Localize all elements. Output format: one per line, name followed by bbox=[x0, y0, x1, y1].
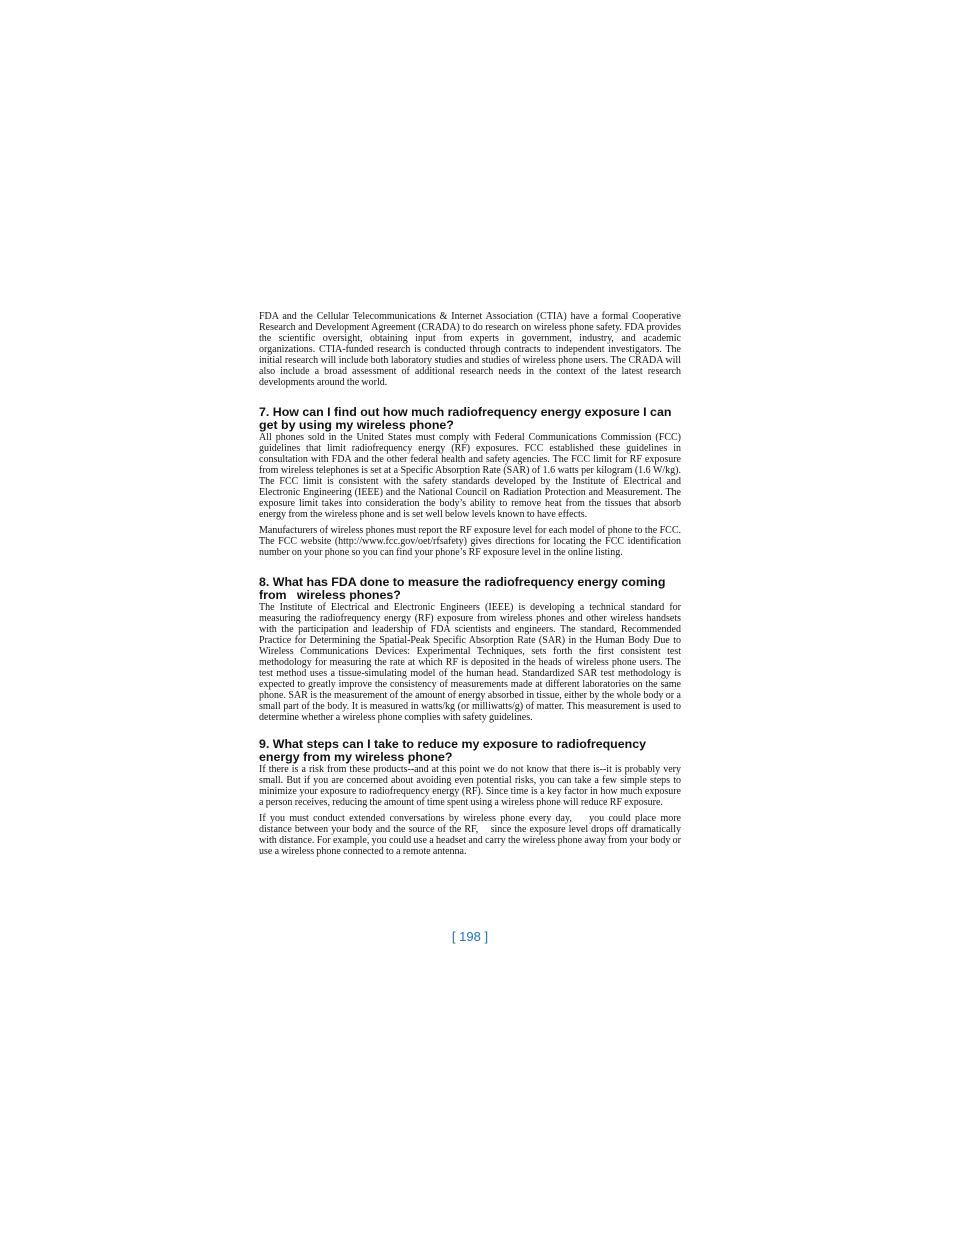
section-9-heading: 9. What steps can I take to reduce my exposure to radiofrequency energy from my wireless phone? bbox=[259, 737, 646, 764]
section-9 bbox=[259, 737, 684, 857]
section-8-paragraph-1: The Institute of Electrical and Electronic Engineers (IEEE) is developing a technical standard for measuring the radiofrequency energy (RF) exposure from wireless phones and other wireless handsets with the participation and leadership of FDA scientists and engineers. The standard, Recommended Practice for Determining the Spatial-Peak Specific Absorption Rate (SAR) in the Human Body Due to Wireless Communications Devices: Experimental Techniques, sets forth the first consistent test methodology for measuring the rate at which RF is deposited in the heads of wireless phone users. The test method uses a tissue-simulating model of the human head. Standardized SAR test methodology is expected to greatly improve the consistency of measurements made at different laboratories on the same phone. SAR is the measurement of the amount of energy absorbed in tissue, either by the whole body or a small part of the body. It is measured in watts/kg (or milliwatts/g) of matter. This measurement is used to determine whether a wireless phone complies with safety guidelines. bbox=[259, 602, 681, 723]
section-9-paragraph-2: If you must conduct extended conversations by wireless phone every day, you could place more distance between your body and the source of the RF, since the exposure level drops off dramatically with distance. For example, you could use a headset and carry the wireless phone away from your body or use a wireless phone connected to a remote antenna. bbox=[259, 813, 684, 857]
section-8 bbox=[259, 576, 681, 723]
section-8-heading: 8. What has FDA done to measure the radiofrequency energy coming from wireless phones? bbox=[259, 575, 669, 602]
section-9-paragraph-1: If there is a risk from these products--and at this point we do not know that there is--it is probably very small. But if you are concerned about avoiding even potential risks, you can take a few simple steps to minimize your exposure to radiofrequency energy (RF). Since time is a key factor in how much exposure a person receives, reducing the amount of time spent using a wireless phone will reduce RF exposure. bbox=[259, 764, 681, 808]
section-7 bbox=[259, 406, 681, 558]
page-number: [ 198 ] bbox=[451, 929, 489, 944]
section-7-paragraph-2: Manufacturers of wireless phones must report the RF exposure level for each model of phone to the FCC. The FCC website (http://www.fcc.gov/oet/rfsafety) gives directions for locating the FCC identification number on your phone so you can find your phone’s RF exposure level in the online listing. bbox=[259, 525, 681, 558]
section-7-paragraph-1: All phones sold in the United States must comply with Federal Communications Commission (FCC) guidelines that limit radiofrequency energy (RF) exposures. FCC established these guidelines in consultation with FDA and the other federal health and safety agencies. The FCC limit for RF exposure from wireless telephones is set at a Specific Absorption Rate (SAR) of 1.6 watts per kilogram (1.6 W/kg). The FCC limit is consistent with the safety standards developed by the Institute of Electrical and Electronic Engineering (IEEE) and the National Council on Radiation Protection and Measurement. The exposure limit takes into consideration the body’s ability to remove heat from the tissues that absorb energy from the wireless phone and is set well below levels known to have effects. bbox=[259, 432, 681, 520]
section-7-heading: 7. How can I find out how much radiofrequency energy exposure I can get by using my wireless phone? bbox=[259, 405, 672, 432]
page-body bbox=[259, 311, 684, 862]
intro-paragraph: FDA and the Cellular Telecommunications & Internet Association (CTIA) have a formal Cooperative Research and Development Agreement (CRADA) to do research on wireless phone safety. FDA provides the scientific oversight, obtaining input from experts in government, industry, and academic organizations. CTIA-funded research is conducted through contracts to independent investigators. The initial research will include both laboratory studies and studies of wireless phone users. The CRADA will also include a broad assessment of additional research needs in the context of the latest research developments around the world. bbox=[259, 311, 681, 388]
